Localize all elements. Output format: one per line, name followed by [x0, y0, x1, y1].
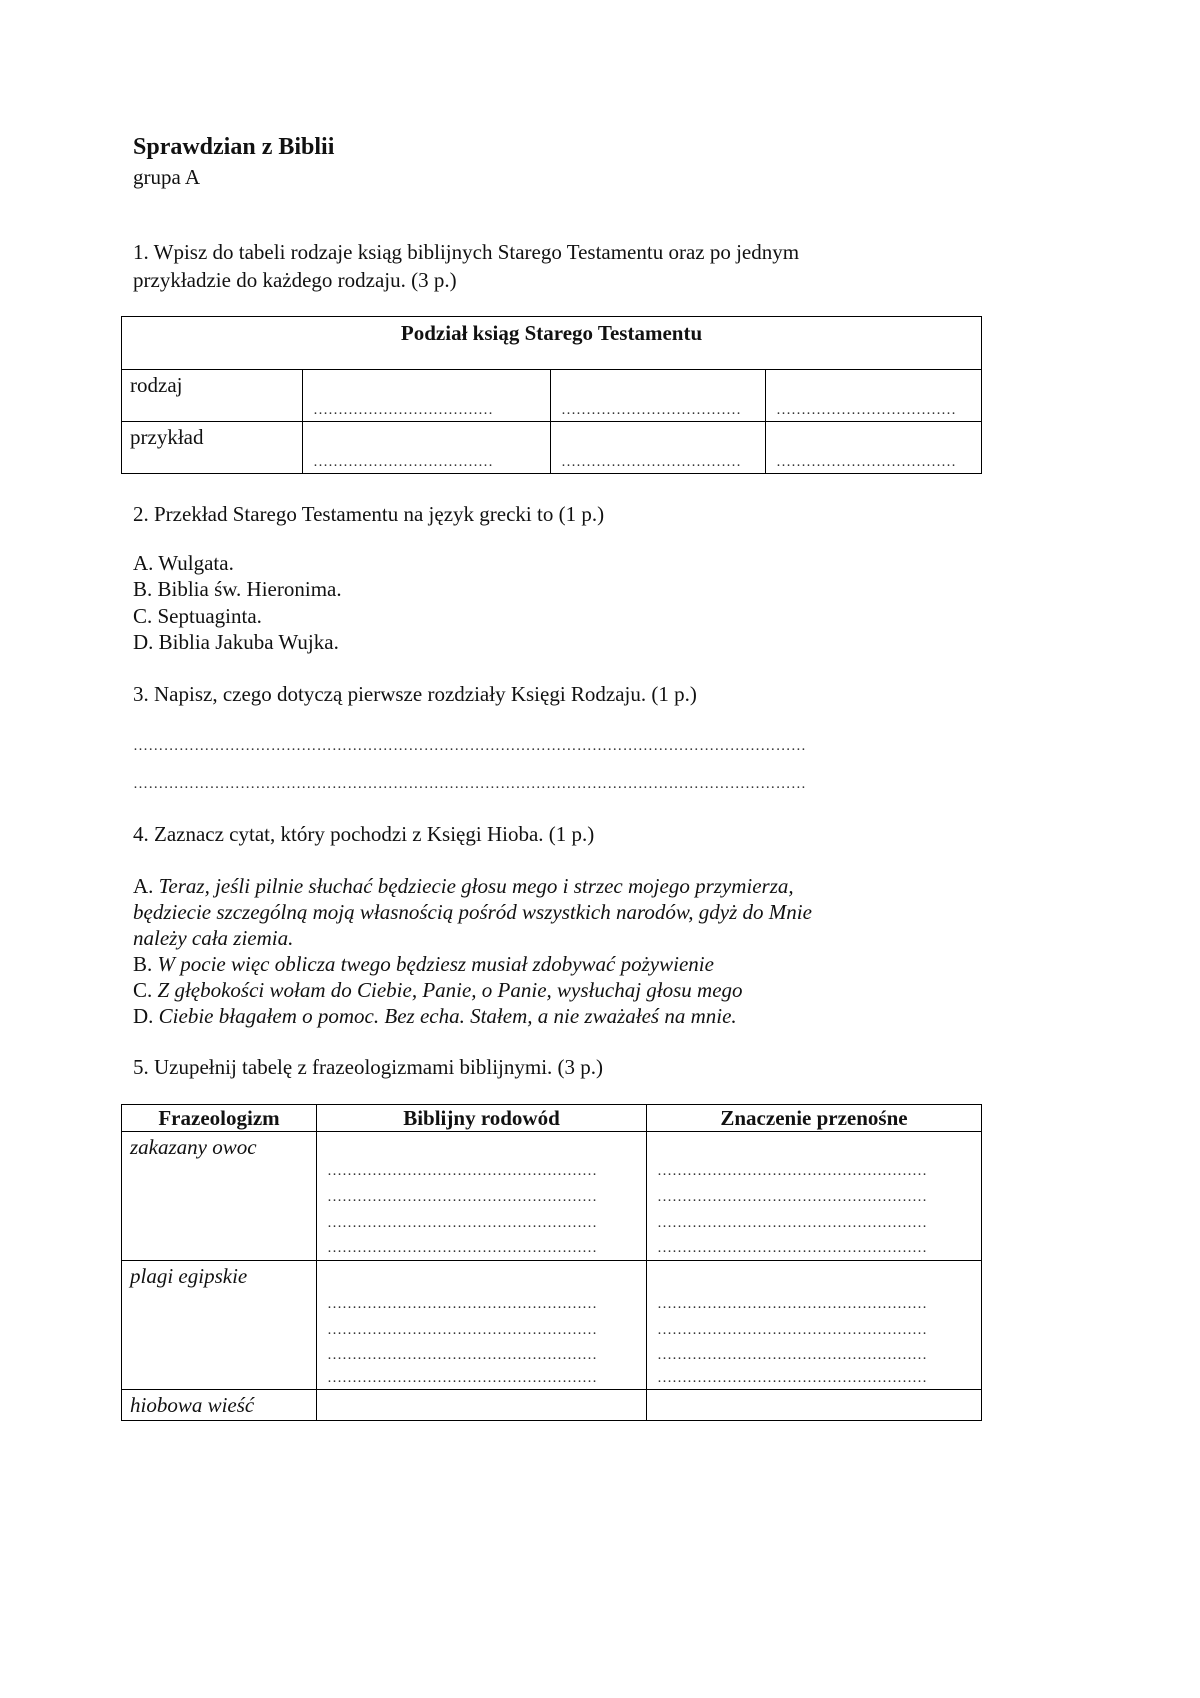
- blank-cell[interactable]: [647, 1390, 982, 1421]
- q3-text: 3. Napisz, czego dotyczą pierwsze rozdziały Księgi Rodzaju. (1 p.): [133, 682, 697, 706]
- option-letter: A.: [133, 874, 154, 898]
- option-text: Z głębokości wołam do Ciebie, Panie, o Panie, wysłuchaj głosu mego: [157, 978, 743, 1002]
- row-label-rodzaj: rodzaj: [122, 370, 303, 422]
- blank-cell[interactable]: ……………………………………………… ……………………………………………… ……………………………………………… ………………………………………………: [317, 1261, 647, 1390]
- blank-cell[interactable]: ………………………………: [766, 422, 982, 474]
- q4-option-c[interactable]: [133, 976, 743, 1004]
- option-letter: C.: [133, 978, 153, 1002]
- q4-option-d[interactable]: [133, 1002, 737, 1030]
- option-text: Ciebie błagałem o pomoc. Bez echa. Stałem, a nie zważałeś na mnie.: [158, 1004, 737, 1028]
- blank-cell[interactable]: ………………………………: [551, 370, 766, 422]
- page-title: Sprawdzian z Biblii: [133, 134, 335, 160]
- blank-cell[interactable]: ………………………………: [303, 422, 551, 474]
- blank-cell[interactable]: ………………………………: [551, 422, 766, 474]
- option-text: W pocie więc oblicza twego będziesz musiał zdobywać pożywienie: [157, 952, 714, 976]
- blank-cell[interactable]: ……………………………………………… ……………………………………………… ……………………………………………… ………………………………………………: [647, 1132, 982, 1261]
- q5-text: 5. Uzupełnij tabelę z frazeologizmami biblijnymi. (3 p.): [133, 1055, 604, 1079]
- phrase-plagi-egipskie: plagi egipskie: [122, 1261, 317, 1390]
- q1-text-line1: 1. Wpisz do tabeli rodzaje ksiąg biblijnych Starego Testamentu oraz po jednym: [133, 240, 800, 264]
- phrases-table: [121, 1104, 982, 1421]
- q2-option-a[interactable]: A. Wulgata.: [133, 551, 234, 575]
- col-header-meaning: Znaczenie przenośne: [647, 1105, 982, 1132]
- option-letter: B.: [133, 952, 153, 976]
- blank-cell[interactable]: ………………………………: [766, 370, 982, 422]
- phrase-zakazany-owoc: zakazany owoc: [122, 1132, 317, 1261]
- group-label: grupa A: [133, 165, 201, 189]
- q4-option-a-line3: należy cała ziemia.: [133, 926, 294, 950]
- q3-answer-line-2[interactable]: ……………………………………………………………………………………………………………………: [133, 776, 807, 792]
- q4-option-a-line2: będziecie szczególną moją własnością pośród wszystkich narodów, gdyż do Mnie: [133, 900, 812, 924]
- col-header-phrase: Frazeologizm: [122, 1105, 317, 1132]
- books-table: [121, 316, 982, 474]
- q2-option-c[interactable]: C. Septuaginta.: [133, 604, 262, 628]
- q2-option-d[interactable]: D. Biblia Jakuba Wujka.: [133, 630, 339, 654]
- q4-option-a[interactable]: [133, 872, 794, 900]
- option-letter: D.: [133, 1004, 154, 1028]
- q3-answer-line-1[interactable]: ……………………………………………………………………………………………………………………: [133, 738, 807, 754]
- books-table-title: Podział ksiąg Starego Testamentu: [122, 317, 982, 370]
- col-header-origin: Biblijny rodowód: [317, 1105, 647, 1132]
- blank-cell[interactable]: ……………………………………………… ……………………………………………… ……………………………………………… ………………………………………………: [317, 1132, 647, 1261]
- q4-text: 4. Zaznacz cytat, który pochodzi z Księgi Hioba. (1 p.): [133, 822, 595, 846]
- blank-cell[interactable]: ……………………………………………… ……………………………………………… ……………………………………………… ………………………………………………: [647, 1261, 982, 1390]
- phrase-hiobowa-wiesc: hiobowa wieść: [122, 1390, 317, 1421]
- q4-option-b[interactable]: [133, 950, 714, 978]
- q2-option-b[interactable]: B. Biblia św. Hieronima.: [133, 577, 342, 601]
- q2-text: 2. Przekład Starego Testamentu na język grecki to (1 p.): [133, 502, 605, 526]
- row-label-przyklad: przykład: [122, 422, 303, 474]
- blank-cell[interactable]: [317, 1390, 647, 1421]
- blank-cell[interactable]: ………………………………: [303, 370, 551, 422]
- option-text: Teraz, jeśli pilnie słuchać będziecie głosu mego i strzec mojego przymierza,: [158, 874, 794, 898]
- q1-text-line2: przykładzie do każdego rodzaju. (3 p.): [133, 268, 457, 292]
